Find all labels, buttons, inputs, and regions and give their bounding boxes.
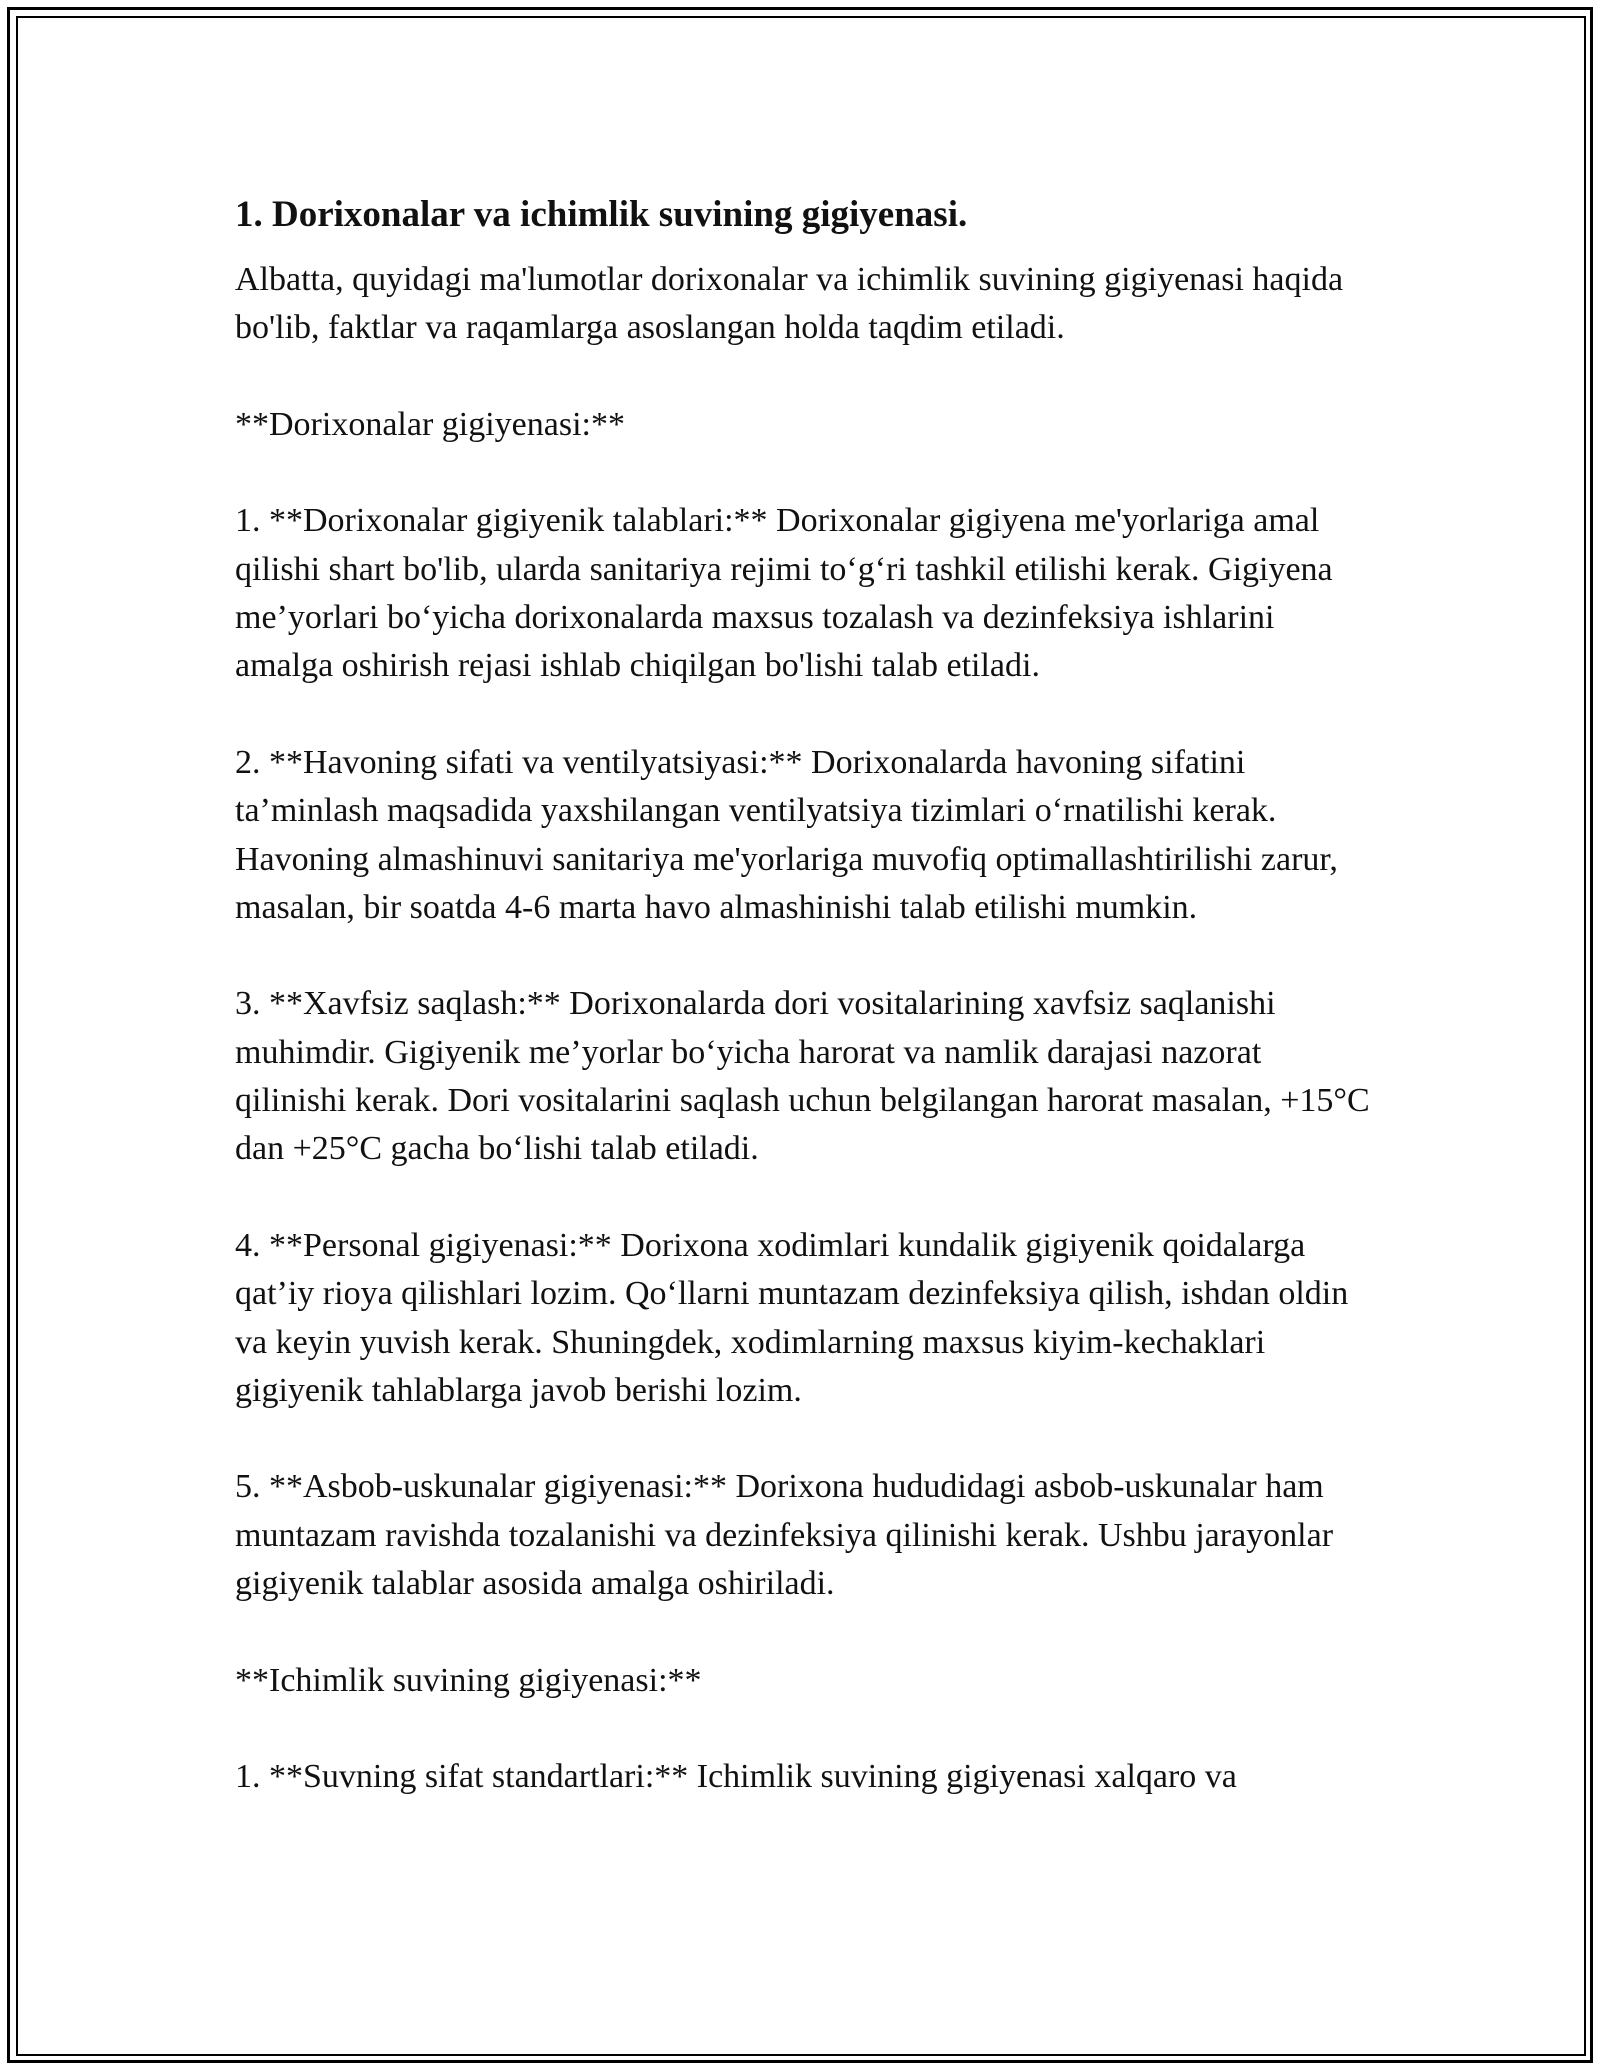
section-heading-water: **Ichimlik suvining gigiyenasi:** [235,1661,702,1699]
document-page [235,186,1375,1850]
document-title: 1. Dorixonalar va ichimlik suvining gigiyenasi. [235,194,968,235]
list-item-personal-hygiene: 4. **Personal gigiyenasi:** Dorixona xodimlari kundalik gigiyenik qoidalarga qat’iy rioya qilishlari lozim. Qo‘llarni muntazam dezinfeksiya qilish, ishdan oldin va keyin yuvish kerak. Shuningdek, xodimlarning maxsus kiyim-kechaklari gigiyenik tahlablarga javob berishi lozim. [235,1226,1349,1409]
intro-paragraph: Albatta, quyidagi ma'lumotlar dorixonalar va ichimlik suvining gigiyenasi haqida bo'lib, faktlar va raqamlarga asoslangan holda taqdim etiladi. [235,261,1344,347]
section-heading-pharmacy: **Dorixonalar gigiyenasi:** [235,405,625,443]
list-item-ventilation: 2. **Havoning sifati va ventilyatsiyasi:** Dorixonalarda havoning sifatini ta’minlash maqsadida yaxshilangan ventilyatsiya tizimlari o‘rnatilishi kerak. Havoning almashinuvi sanitariya me'yorlariga muvofiq optimallashtirilishi zarur, masalan, bir soatda 4-6 marta havo almashinishi talab etilishi mumkin. [235,743,1338,926]
list-item-storage: 3. **Xavfsiz saqlash:** Dorixonalarda dori vositalarining xavfsiz saqlanishi muhimdir. Gigiyenik me’yorlar bo‘yicha harorat va namlik darajasi nazorat qilinishi kerak. Dori vositalarini saqlash uchun belgilangan harorat masalan, +15°C dan +25°C gacha bo‘lishi talab etiladi. [235,985,1370,1168]
list-item-water-standards: 1. **Suvning sifat standartlari:** Ichimlik suvining gigiyenasi xalqaro va [235,1758,1237,1796]
list-item-requirements: 1. **Dorixonalar gigiyenik talablari:** Dorixonalar gigiyena me'yorlariga amal qilishi shart bo'lib, ularda sanitariya rejimi to‘g‘ri tashkil etilishi kerak. Gigiyena me’yorlari bo‘yicha dorixonalarda maxsus tozalash va dezinfeksiya ishlarini amalga oshirish rejasi ishlab chiqilgan bo'lishi talab etiladi. [235,502,1333,685]
list-item-equipment: 5. **Asbob-uskunalar gigiyenasi:** Dorixona hududidagi asbob-uskunalar ham muntazam ravishda tozalanishi va dezinfeksiya qilinishi kerak. Ushbu jarayonlar gigiyenik talablar asosida amalga oshiriladi. [235,1468,1334,1603]
